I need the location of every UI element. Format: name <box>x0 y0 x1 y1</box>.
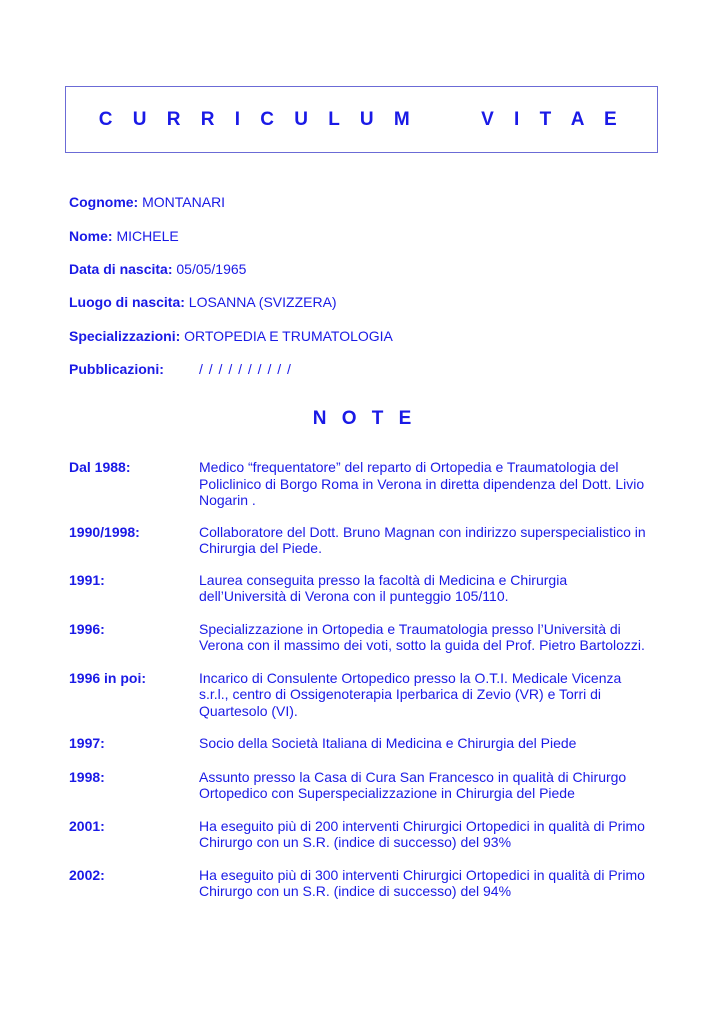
field-label: Cognome: <box>69 194 139 210</box>
field-nome <box>69 228 179 245</box>
note-date: 1996 in poi: <box>69 669 147 686</box>
field-value: ORTOPEDIA E TRUMATOLOGIA <box>184 328 393 344</box>
note-item <box>69 867 669 900</box>
note-text: Assunto presso la Casa di Cura San Francesco in qualità di Chirurgo Ortopedico con Superspecializzazione in Chirurgia del Piede <box>199 768 627 801</box>
note-date: 1990/1998: <box>69 523 140 540</box>
field-value: MONTANARI <box>142 194 226 210</box>
note-text: Incarico di Consulente Ortopedico presso la O.T.I. Medicale Vicenza s.r.l., centro di Ossigenoterapia Iperbarica di Zevio (VR) e Torri di Quartesolo (VI). <box>199 669 622 719</box>
note-text: Specializzazione in Ortopedia e Traumatologia presso l’Università di Verona con il massimo dei voti, sotto la guida del Prof. Pietro Bartolozzi. <box>199 620 645 653</box>
field-label: Nome: <box>69 228 113 244</box>
note-item <box>69 621 669 654</box>
note-text: Ha eseguito più di 300 interventi Chirurgici Ortopedici in qualità di Primo Chirurgo con un S.R. (indice di successo) del 94% <box>199 866 645 899</box>
note-text: Socio della Società Italiana di Medicina e Chirurgia del Piede <box>199 735 577 751</box>
note-text: Medico “frequentatore” del reparto di Ortopedia e Traumatologia del Policlinico di Borgo Roma in Verona in diretta dipendenza del Dott. Livio Nogarin . <box>199 459 645 508</box>
note-date: 1998: <box>69 768 105 785</box>
field-luogo-di-nascita <box>69 294 337 311</box>
field-value: 05/05/1965 <box>176 261 247 277</box>
field-label: Specializzazioni: <box>69 328 181 344</box>
note-text: Collaboratore del Dott. Bruno Magnan con indirizzo superspecialistico in Chirurgia del Piede. <box>199 523 646 556</box>
field-value: MICHELE <box>116 228 179 244</box>
note-item <box>69 572 669 605</box>
note-date: 1997: <box>69 735 105 751</box>
note-item <box>69 524 669 557</box>
note-date: 1991: <box>69 571 105 588</box>
field-value: LOSANNA (SVIZZERA) <box>188 294 337 310</box>
field-label: Luogo di nascita: <box>69 294 185 310</box>
notes-heading: N O T E <box>312 408 417 429</box>
title-box <box>65 86 658 153</box>
note-date: 1996: <box>69 620 105 637</box>
publications-label: Pubblicazioni: <box>69 361 164 377</box>
field-data-di-nascita <box>69 261 246 278</box>
notes-list <box>69 459 669 900</box>
note-item <box>69 735 669 752</box>
document-title: C U R R I C U L U M V I T A E <box>98 108 625 130</box>
note-item <box>69 769 669 802</box>
note-text: Laurea conseguita presso la facoltà di Medicina e Chirurgia dell’Università di Verona con il punteggio 105/110. <box>199 571 568 604</box>
note-item <box>69 670 669 720</box>
field-label: Data di nascita: <box>69 261 173 277</box>
publications-value: / / / / / / / / / / <box>199 361 292 377</box>
note-item <box>69 818 669 851</box>
note-date: Dal 1988: <box>69 459 131 475</box>
note-text: Ha eseguito più di 200 interventi Chirurgici Ortopedici in qualità di Primo Chirurgo con un S.R. (indice di successo) del 93% <box>199 817 645 850</box>
note-item <box>69 459 669 509</box>
note-date: 2001: <box>69 817 105 834</box>
field-specializzazioni <box>69 328 393 345</box>
field-cognome <box>69 194 225 211</box>
note-date: 2002: <box>69 866 105 883</box>
